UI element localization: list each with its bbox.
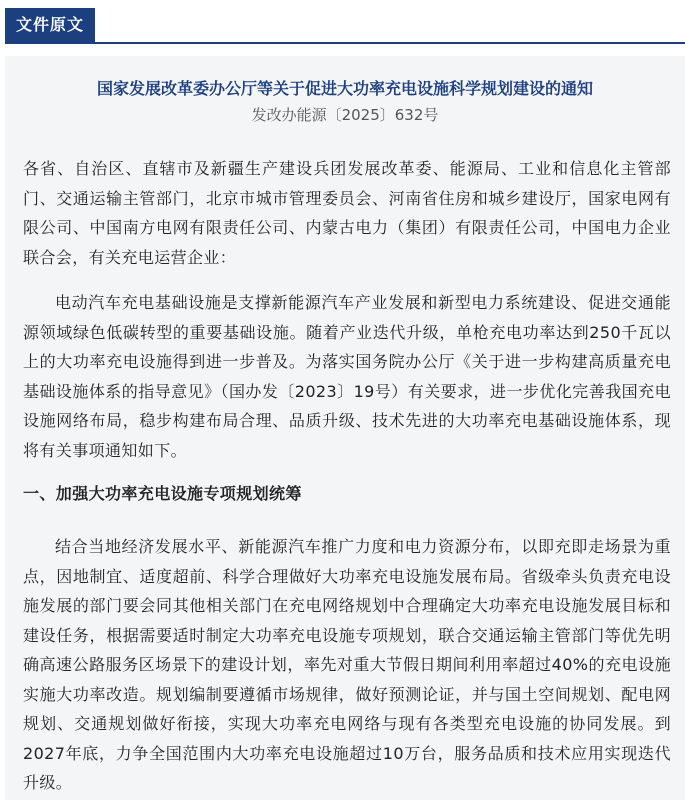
original-text-tag: 文件原文	[5, 8, 95, 42]
document-panel	[5, 56, 685, 800]
addressees-paragraph: 各省、自治区、直辖市及新疆生产建设兵团发展改革委、能源局、工业和信息化主管部门、交通运输主管部门，北京市城市管理委员会、河南省住房和城乡建设厅，国家电网有限公司、中国南方电网有限责任公司、内蒙古电力（集团）有限责任公司，中国电力企业联合会，有关充电运营企业：	[23, 159, 671, 267]
header-divider	[5, 42, 685, 44]
section-header	[0, 0, 685, 44]
intro-paragraph: 电动汽车充电基础设施是支撑新能源汽车产业发展和新型电力系统建设、促进交通能源领域绿色低碳转型的重要基础设施。随着产业迭代升级，单枪充电功率达到250千瓦以上的大功率充电设施得到进一步普及。为落实国务院办公厅《关于进一步构建高质量充电基础设施体系的指导意见》（国办发〔2023〕19号）有关要求，进一步优化完善我国充电设施网络布局，稳步构建布局合理、品质升级、技术先进的大功率充电基础设施体系，现将有关事项通知如下。	[23, 293, 671, 460]
section-1-body: 结合当地经济发展水平、新能源汽车推广力度和电力资源分布，以即充即走场景为重点，因地制宜、适度超前、科学合理做好大功率充电设施发展布局。省级牵头负责充电设施发展的部门要会同其他相关部门在充电网络规划中合理确定大功率充电设施发展目标和建设任务，根据需要适时制定大功率充电设施专项规划，联合交通运输主管部门等优先明确高速公路服务区场景下的建设计划，率先对重大节假日期间利用率超过40%的充电设施实施大功率改造。规划编制要遵循市场规律，做好预测论证，并与国土空间规划、配电网规划、交通规划做好衔接，实现大功率充电网络与现有各类型充电设施的协同发展。到2027年底，力争全国范围内大功率充电设施超过10万台，服务品质和技术应用实现迭代升级。	[23, 537, 671, 792]
section-1-heading: 一、加强大功率充电设施专项规划统筹	[23, 484, 302, 503]
document-title: 国家发展改革委办公厅等关于促进大功率充电设施科学规划建设的通知	[96, 79, 593, 98]
document-number: 发改办能源〔2025〕632号	[251, 106, 439, 124]
